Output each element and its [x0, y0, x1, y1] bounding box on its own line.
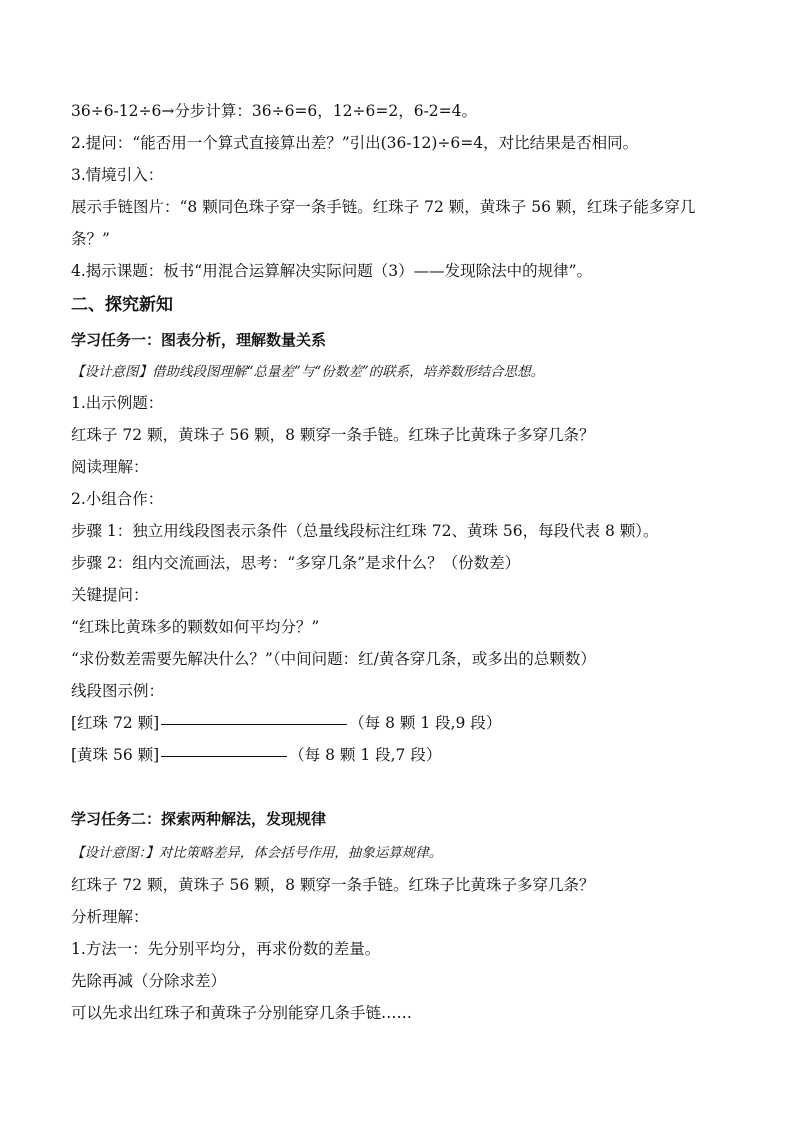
text-line: 红珠子 72 颗，黄珠子 56 颗，8 颗穿一条手链。红珠子比黄珠子多穿几条？: [71, 426, 595, 444]
text-line: 关键提问：: [71, 586, 149, 604]
yellow-bead-label: [黄珠 56 颗]: [71, 746, 160, 764]
text-line: “求份数差需要先解决什么？”（中间问题：红/黄各穿几条，或多出的总颗数）: [71, 650, 596, 668]
text-line: 4.揭示课题：板书“用混合运算解决实际问题（3）——发现除法中的规律”。: [71, 262, 593, 280]
red-bead-label: [红珠 72 颗]: [71, 714, 160, 732]
text-line: 线段图示例：: [71, 682, 165, 700]
text-line: 先除再减（分除求差）: [71, 972, 227, 990]
task2-title: 学习任务二：探索两种解法，发现规律: [71, 810, 327, 828]
text-line: 条？”: [71, 230, 110, 248]
text-line: 红珠子 72 颗，黄珠子 56 颗，8 颗穿一条手链。红珠子比黄珠子多穿几条？: [71, 876, 595, 894]
red-segment-line: [161, 724, 347, 725]
text-line: “红珠比黄珠多的颗数如何平均分？”: [71, 618, 320, 636]
task1-title: 学习任务一：图表分析，理解数量关系: [71, 331, 327, 349]
text-line: 步骤 1：独立用线段图表示条件（总量线段标注红珠 72、黄珠 56，每段代表 8 颗）。: [71, 522, 659, 540]
text-line: 2.小组合作：: [71, 490, 164, 508]
text-line: 1.出示例题：: [71, 394, 164, 412]
text-line: 36÷6-12÷6→分步计算：36÷6=6，12÷6=2，6-2=4。: [71, 102, 478, 120]
text-line: 阅读理解：: [71, 458, 149, 476]
section-heading: 二、探究新知: [71, 295, 173, 315]
segment-diagram-red: [71, 713, 501, 733]
segment-diagram-yellow: [71, 745, 441, 765]
text-line: 3.情境引入：: [71, 166, 164, 184]
yellow-segment-line: [161, 756, 287, 757]
yellow-bead-note: （每 8 颗 1 段,7 段）: [289, 746, 442, 764]
text-line: 步骤 2：组内交流画法，思考：“多穿几条”是求什么？（份数差）: [71, 554, 521, 572]
red-bead-note: （每 8 颗 1 段,9 段）: [349, 714, 502, 732]
text-line: 分析理解：: [71, 908, 149, 926]
text-line: 1.方法一：先分别平均分，再求份数的差量。: [71, 940, 381, 958]
text-line: 可以先求出红珠子和黄珠子分别能穿几条手链……: [71, 1004, 413, 1022]
task1-intent: 【设计意图】借助线段图理解“总量差”与“份数差”的联系，培养数形结合思想。: [71, 364, 545, 380]
text-line: 2.提问：“能否用一个算式直接算出差？”引出(36-12)÷6=4，对比结果是否相同。: [71, 134, 639, 152]
task2-intent: 【设计意图：】对比策略差异，体会括号作用，抽象运算规律。: [71, 845, 443, 861]
text-line: 展示手链图片：“8 颗同色珠子穿一条手链。红珠子 72 颗，黄珠子 56 颗，红珠子能多穿几: [71, 198, 696, 216]
